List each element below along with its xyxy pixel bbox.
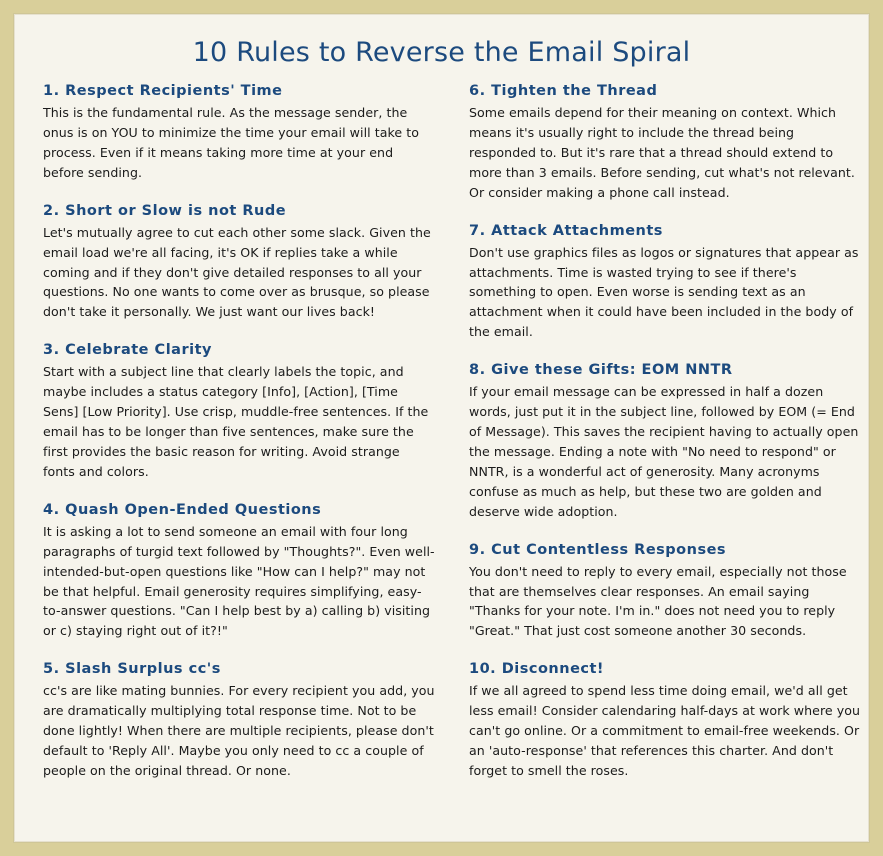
rule-body: Start with a subject line that clearly labels the topic, and maybe includes a status category [Info], [Action], [Time Sens] [Low Priority]. Use crisp, muddle-free sentences. If the email has to be longer than five sentences, make sure the first provides the basic reason for writing. Avoid strange fonts and colors. <box>43 364 429 479</box>
rule-item <box>469 82 861 203</box>
rule-body: Let's mutually agree to cut each other some slack. Given the email load we're all facing, it's OK if replies take a while coming and if they don't give detailed responses to all your questions. No one wants to come over as brusque, so please don't take it personally. We just want our lives back! <box>43 224 431 320</box>
rule-body: If your email message can be expressed in half a dozen words, just put it in the subject line, followed by EOM (= End of Message). This saves the recipient having to actually open the message. Ending a note with "No need to respond" or NNTR, is a wonderful act of generosity. Many acronyms confuse as much as help, but these two are golden and deserve wide adoption. <box>469 384 859 519</box>
rule-heading: 4. Quash Open-Ended Questions <box>43 501 322 518</box>
rule-heading: 3. Celebrate Clarity <box>43 342 212 359</box>
rules-column-left <box>43 82 435 800</box>
rule-body: cc's are like mating bunnies. For every recipient you add, you are dramatically multiplying total response time. Not to be done lightly! When there are multiple recipients, please don't default to 'Reply All'. Maybe you only need to cc a couple of people on the original thread. Or none. <box>43 683 435 778</box>
rule-body: This is the fundamental rule. As the message sender, the onus is on YOU to minimize the time your email will take to process. Even if it means taking more time at your end before sending. <box>43 105 419 180</box>
rule-heading: 5. Slash Surplus cc's <box>43 661 221 678</box>
rules-column-right <box>469 82 861 800</box>
rule-body: Don't use graphics files as logos or signatures that appear as attachments. Time is wasted trying to see if there's something to open. Even worse is sending text as an attachment when it could have been included in the body of the email. <box>469 244 859 340</box>
rule-heading: 9. Cut Contentless Responses <box>469 541 727 558</box>
page-title: 10 Rules to Reverse the Email Spiral <box>192 37 691 68</box>
rules-columns <box>15 82 868 800</box>
rule-body: You don't need to reply to every email, especially not those that are themselves clear responses. An email saying "Thanks for your note. I'm in." does not need you to reply "Great." That just cost someone another 30 seconds. <box>469 563 847 639</box>
rule-item <box>43 501 435 641</box>
rule-body: If we all agreed to spend less time doing email, we'd all get less email! Consider calendaring half-days at work where you can't go online. Or a commitment to email-free weekends. Or an 'auto-response' that references this charter. And don't forget to smell the roses. <box>469 683 861 778</box>
rule-item <box>43 341 435 481</box>
rule-item <box>469 361 861 521</box>
rule-item <box>43 202 435 323</box>
rule-body: Some emails depend for their meaning on context. Which means it's usually right to include the thread being responded to. But it's rare that a thread should extend to more than 3 emails. Before sending, cut what's not relevant. Or consider making a phone call instead. <box>469 105 855 200</box>
rule-body: It is asking a lot to send someone an email with four long paragraphs of turgid text followed by "Thoughts?". Even well-intended-but-open questions like "How can I help?" may not be that helpful. Email generosity requires simplifying, easy-to-answer questions. "Can I help best by a) calling b) visiting or c) staying right out of it?!" <box>43 523 435 639</box>
rule-heading: 10. Disconnect! <box>469 661 605 678</box>
rule-heading: 6. Tighten the Thread <box>469 83 658 99</box>
rule-item <box>469 541 861 642</box>
rule-item <box>43 660 435 781</box>
rule-heading: 8. Give these Gifts: EOM NNTR <box>469 362 733 379</box>
rule-item <box>469 660 861 781</box>
rule-item <box>469 222 861 343</box>
rule-heading: 1. Respect Recipients' Time <box>43 83 283 99</box>
rule-item <box>43 82 435 183</box>
poster-card <box>14 14 869 842</box>
rule-heading: 7. Attack Attachments <box>469 222 663 239</box>
rule-heading: 2. Short or Slow is not Rude <box>43 202 287 219</box>
